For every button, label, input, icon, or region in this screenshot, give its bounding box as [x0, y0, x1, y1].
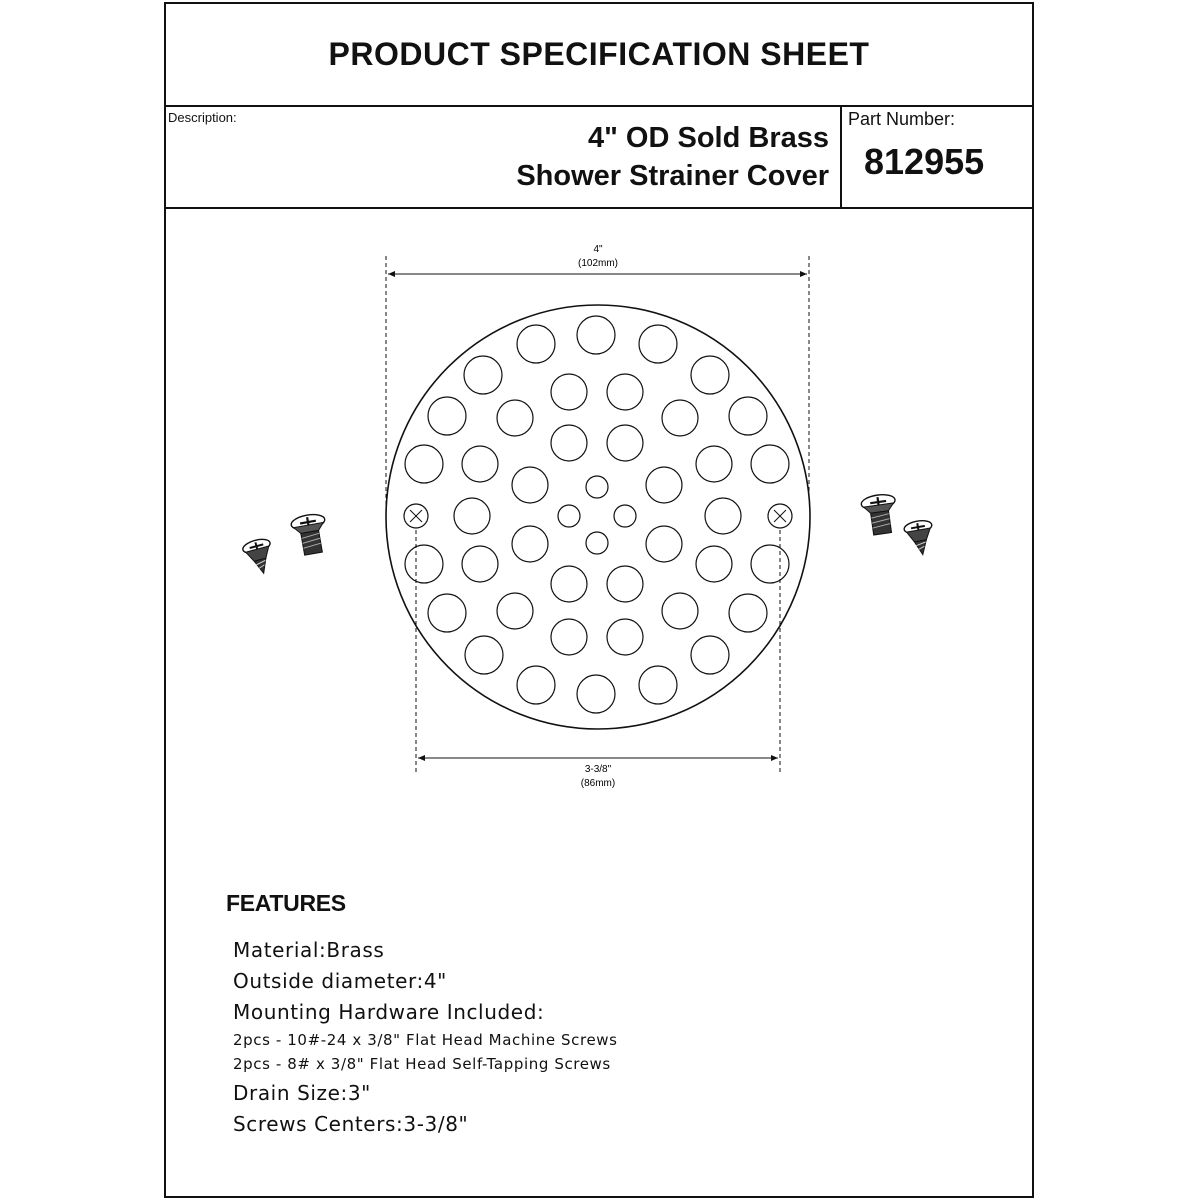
- feature-outside-diameter: Outside diameter:4": [233, 969, 447, 993]
- screw-hole-left: [404, 504, 428, 528]
- self-tapping-screw-icon: [241, 537, 277, 577]
- sheet-title: PRODUCT SPECIFICATION SHEET: [328, 36, 870, 72]
- part-number-value: 812955: [864, 141, 985, 182]
- center-dim-mm-label: (86mm): [580, 778, 616, 789]
- strainer-outline: [386, 305, 810, 729]
- outer-dim-mm-label: (102mm): [577, 258, 619, 269]
- feature-drain-size: Drain Size:3": [233, 1081, 371, 1105]
- machine-screw-icon: [290, 512, 330, 556]
- outer-dim-label: 4": [593, 244, 603, 255]
- feature-mounting-hardware: Mounting Hardware Included:: [233, 1000, 545, 1024]
- part-number-label: Part Number:: [848, 109, 956, 129]
- description-label: Description:: [168, 110, 237, 125]
- self-tapping-screw-icon: [903, 519, 936, 557]
- feature-machine-screws: 2pcs - 10#-24 x 3/8" Flat Head Machine Screws: [233, 1031, 618, 1049]
- machine-screw-icon: [860, 493, 899, 536]
- description-line-2: Shower Strainer Cover: [516, 160, 829, 192]
- features-title: FEATURES: [226, 890, 346, 916]
- center-dim-label: 3-3/8": [584, 764, 612, 775]
- feature-material: Material:Brass: [233, 938, 385, 962]
- feature-self-tapping-screws: 2pcs - 8# x 3/8" Flat Head Self-Tapping Screws: [233, 1055, 611, 1073]
- feature-screw-centers: Screws Centers:3-3/8": [233, 1112, 469, 1136]
- screw-hole-right: [768, 504, 792, 528]
- description-line-1: 4" OD Sold Brass: [588, 122, 829, 154]
